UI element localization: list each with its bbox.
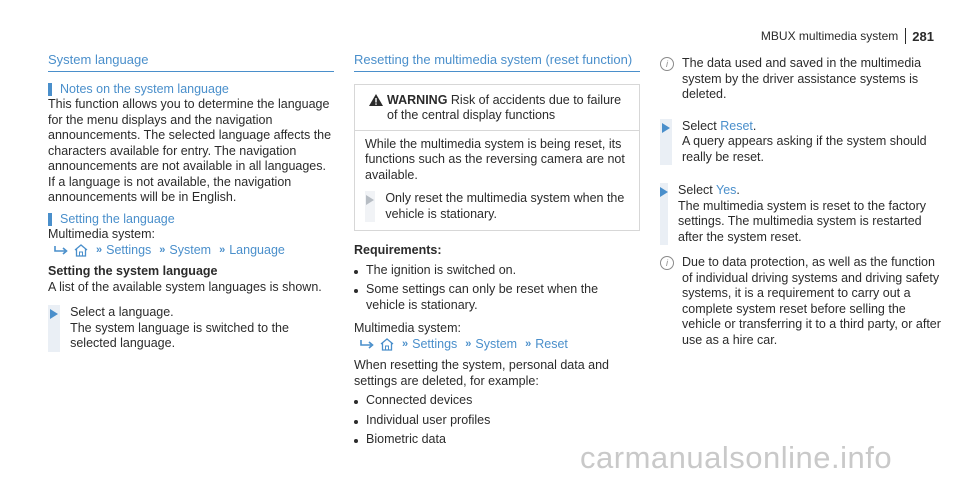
step-triangle-icon — [366, 195, 374, 205]
step-stripe — [365, 191, 375, 222]
path-item-system[interactable]: » System — [465, 336, 518, 351]
bullet-icon — [354, 432, 366, 448]
double-chevron-icon: » — [96, 243, 103, 256]
step-title: Select Yes. — [678, 183, 740, 197]
home-icon[interactable] — [380, 338, 394, 351]
info-text: The data used and saved in the multimedia system by the driver assistance systems is deleted. — [682, 56, 922, 101]
menu-path — [54, 243, 334, 259]
step-body: Only reset the multimedia system when the vehicle is stationary. — [385, 191, 625, 221]
yes-link[interactable]: Yes — [716, 183, 737, 197]
bullet-icon — [354, 282, 366, 313]
list-item: Individual user profiles — [354, 413, 640, 429]
menu-path — [360, 337, 640, 353]
home-icon[interactable] — [74, 244, 88, 257]
warning-label: WARNING — [387, 92, 448, 107]
requirements-list — [354, 263, 640, 314]
column-reset — [354, 50, 640, 448]
subheading-notes — [48, 82, 334, 98]
step-body: A query appears asking if the system should really be reset. — [682, 134, 927, 164]
requirements-title: Requirements: — [354, 243, 442, 257]
subheading-setting — [48, 212, 334, 228]
header-divider — [905, 28, 906, 44]
step-stripe — [48, 305, 60, 352]
warning-triangle-icon — [365, 93, 387, 107]
step-body: The system language is switched to the selected language. — [70, 320, 289, 350]
warning-step — [365, 191, 629, 222]
reset-paragraph: When resetting the system, personal data and settings are deleted, for example: — [354, 358, 610, 388]
step-title: Select a language. — [70, 305, 174, 319]
subheading-bar — [48, 83, 52, 96]
step-select-yes — [660, 183, 946, 245]
step-body: The multimedia system is reset to the factory settings. The multimedia system is restarted after the system reset. — [678, 198, 927, 244]
list-item: Connected devices — [354, 393, 640, 409]
intro-text: Multimedia system: — [354, 321, 461, 335]
warning-body: While the multimedia system is being reset, its functions such as the reversing camera are not available. — [365, 136, 625, 182]
double-chevron-icon: » — [465, 337, 472, 350]
warning-inner — [355, 130, 639, 231]
step-triangle-icon — [662, 123, 670, 133]
arrow-hook-icon — [360, 339, 374, 349]
bullet-icon — [354, 393, 366, 409]
setting-paragraph: A list of the available system languages is shown. — [48, 279, 322, 294]
page-header — [761, 28, 934, 44]
column-system-language — [48, 50, 334, 352]
section-title: Resetting the multimedia system (reset function) — [354, 52, 640, 72]
subheading-bar — [48, 213, 52, 226]
subheading-text: Notes on the system language — [60, 81, 229, 96]
warning-head — [355, 85, 639, 130]
warning-box — [354, 84, 640, 232]
notes-paragraph: This function allows you to determine the language for the menu displays and the navigation announcements. The selected language affects the characters available for entry. The navigation announcements are not available in all languages. If a language is not available, the navigation announcements will be in English. — [48, 97, 332, 204]
section-title: System language — [48, 52, 334, 72]
intro-text: Multimedia system: — [48, 227, 155, 241]
bullet-icon — [354, 263, 366, 279]
info-icon: i — [660, 56, 682, 103]
warning-text: WARNING Risk of accidents due to failure of the central display functions — [387, 92, 622, 122]
info-note — [660, 56, 946, 103]
path-item-settings[interactable]: » Settings — [96, 242, 152, 257]
step-triangle-icon — [660, 187, 668, 197]
step-select-reset — [660, 119, 946, 166]
double-chevron-icon: » — [525, 337, 532, 350]
path-item-language[interactable]: » Language — [219, 242, 285, 257]
column-reset-continued — [660, 50, 946, 348]
list-item: Some settings can only be reset when the vehicle is stationary. — [354, 282, 640, 313]
info-icon: i — [660, 255, 682, 348]
path-item-settings[interactable]: » Settings — [402, 336, 458, 351]
reset-link[interactable]: Reset — [720, 118, 753, 133]
info-text: Due to data protection, as well as the function of individual driving systems and driving safety systems, it is a requirement to carry out a complete system reset before selling the vehicle or transferring it to a third party, or after use as a hire car. — [682, 255, 941, 347]
page-number: 281 — [912, 28, 934, 44]
path-item-system[interactable]: » System — [159, 242, 212, 257]
bullet-icon — [354, 413, 366, 429]
setting-heading: Setting the system language — [48, 264, 218, 278]
list-item: Biometric data — [354, 432, 640, 448]
info-note — [660, 255, 946, 348]
list-item: The ignition is switched on. — [354, 263, 640, 279]
watermark: carmanualsonline.info — [580, 440, 893, 475]
double-chevron-icon: » — [219, 243, 226, 256]
step-stripe — [660, 119, 672, 166]
step-stripe — [660, 183, 668, 245]
path-item-reset[interactable]: » Reset — [525, 336, 568, 351]
header-title: MBUX multimedia system — [760, 29, 899, 43]
step-title: Select Reset. — [682, 118, 757, 133]
step-triangle-icon — [50, 309, 58, 319]
step-select-language — [48, 305, 334, 352]
double-chevron-icon: » — [402, 337, 409, 350]
double-chevron-icon: » — [159, 243, 166, 256]
subheading-text: Setting the language — [60, 211, 175, 226]
arrow-hook-icon — [54, 245, 68, 255]
